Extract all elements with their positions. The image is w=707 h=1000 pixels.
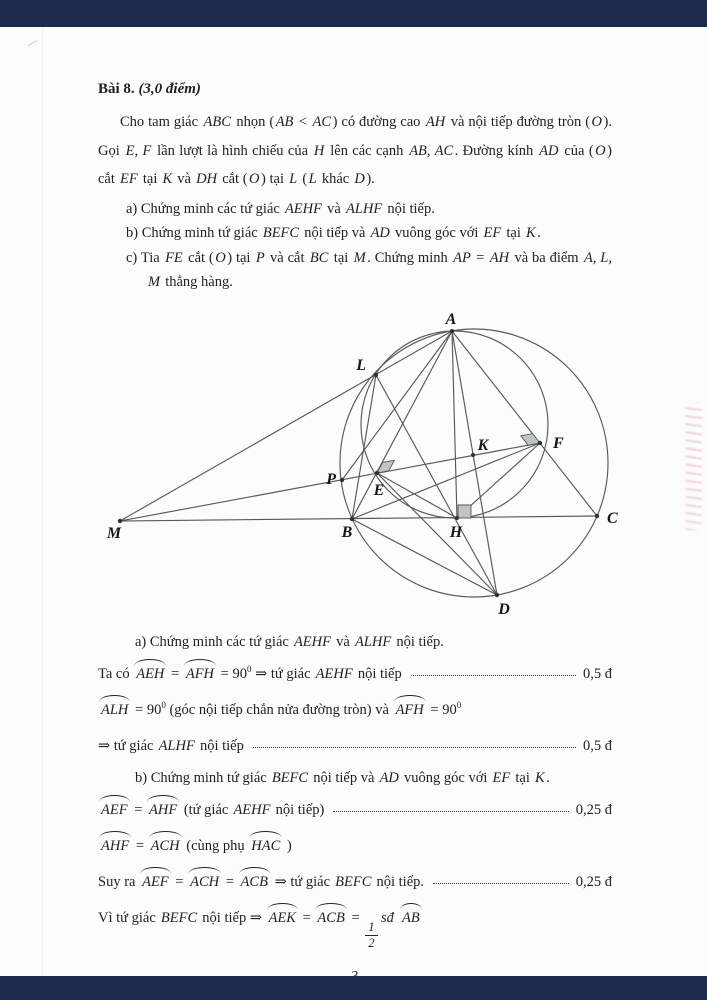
solution-text: b) Chứng minh tứ giác BEFC nội tiếp và AD vuông góc với EF tại K .	[135, 769, 550, 786]
solution-text: ALH = $90^0$ (góc nội tiếp chắn nửa đường tròn) và AFH = $90^0$	[98, 699, 461, 721]
segment-E-H	[377, 473, 457, 518]
solution-line	[98, 695, 612, 721]
solution-line	[98, 795, 612, 821]
point-label-K: K	[477, 436, 489, 454]
problem-item: b) Chứng minh tứ giác BEFC nội tiếp và AD vuông góc với EF tại K .	[126, 225, 541, 241]
dotted-leader	[411, 675, 576, 676]
point-labels	[106, 311, 618, 618]
point-label-B: B	[341, 523, 353, 541]
problem-heading	[98, 77, 612, 101]
solution-heading	[135, 631, 612, 653]
problem-items	[98, 197, 612, 295]
solution-lines	[98, 631, 612, 952]
point-F	[538, 440, 542, 444]
score-value: 0,25 đ	[575, 801, 612, 818]
segment-A-C	[452, 331, 597, 516]
segment-B-D	[352, 519, 497, 595]
solution-text: Ta có AEH = AFH = $90^0$ ⇒ tứ giác AEHF nội tiếp	[98, 663, 402, 685]
scanner-bar-bottom	[0, 976, 707, 1000]
point-label-H: H	[449, 523, 463, 541]
solution-line	[98, 831, 612, 857]
dotted-leader	[433, 883, 569, 884]
point-label-F: F	[553, 434, 564, 452]
point-B	[350, 516, 354, 520]
geometry-figure	[0, 295, 707, 625]
point-K	[471, 453, 475, 457]
problem-label: Bài 8.	[98, 81, 135, 97]
solution-text: ⇒ tứ giác ALHF nội tiếp	[98, 737, 244, 754]
solution-text: a) Chứng minh các tứ giác AEHF và ALHF nội tiếp.	[135, 633, 444, 650]
point-A	[450, 329, 454, 333]
solution-line	[98, 659, 612, 685]
right-angle-marker-H	[458, 505, 471, 518]
point-D	[495, 592, 499, 596]
point-label-A: A	[445, 310, 457, 328]
solution-text: AEF = AHF (tứ giác AEHF nội tiếp)	[98, 799, 324, 821]
score-value: 0,5 đ	[583, 737, 612, 754]
problem-item: c) Tia FE cắt ( O ) tại P và cắt BC tại M . Chứng minh AP = AH và ba điểm A, L, M thẳng hàng.	[126, 249, 612, 290]
point-label-C: C	[607, 509, 618, 527]
solution-text: Suy ra AEF = ACH = ACB ⇒ tứ giác BEFC nội tiếp.	[98, 871, 424, 893]
point-label-P: P	[326, 470, 336, 488]
solution-text: Vì tứ giác BEFC nội tiếp ⇒ AEK = ACB = $\frac{1}{2}$ sđ AB	[98, 907, 423, 952]
problem-points: (3,0 điểm)	[138, 81, 201, 97]
solution-line	[98, 903, 612, 952]
solution-heading	[135, 767, 612, 789]
point-label-D: D	[498, 600, 510, 618]
point-M	[118, 518, 122, 522]
point-C	[595, 513, 599, 517]
problem-item: a) Chứng minh các tứ giác AEHF và ALHF nội tiếp.	[126, 200, 435, 217]
point-label-M: M	[106, 524, 122, 542]
dotted-leader	[333, 811, 568, 812]
point-H	[455, 516, 459, 520]
score-value: 0,5 đ	[583, 665, 612, 682]
solution-line	[98, 867, 612, 893]
point-label-E: E	[373, 481, 385, 499]
problem-statement: Cho tam giác ABC nhọn ( AB < AC ) có đường cao AH và nội tiếp đường tròn ( O ). Gọi E, F lần lượt là hình chiếu của H lên các cạnh AB, AC . Đường kính AD của ( O ) cắt EF tại K và DH cắt ( O ) tại L ( L khác D ).	[98, 114, 612, 187]
point-label-L: L	[356, 356, 366, 374]
score-value: 0,25 đ	[575, 873, 612, 890]
right-angle-marker-F	[521, 433, 540, 445]
solution-section	[98, 631, 612, 990]
dotted-leader	[253, 747, 576, 748]
point-E	[375, 470, 379, 474]
line-M-L-A	[120, 331, 452, 521]
solution-text: AHF = ACH (cùng phụ HAC )	[98, 835, 292, 857]
point-L	[374, 373, 378, 377]
solution-line	[98, 731, 612, 757]
point-P	[340, 477, 344, 481]
